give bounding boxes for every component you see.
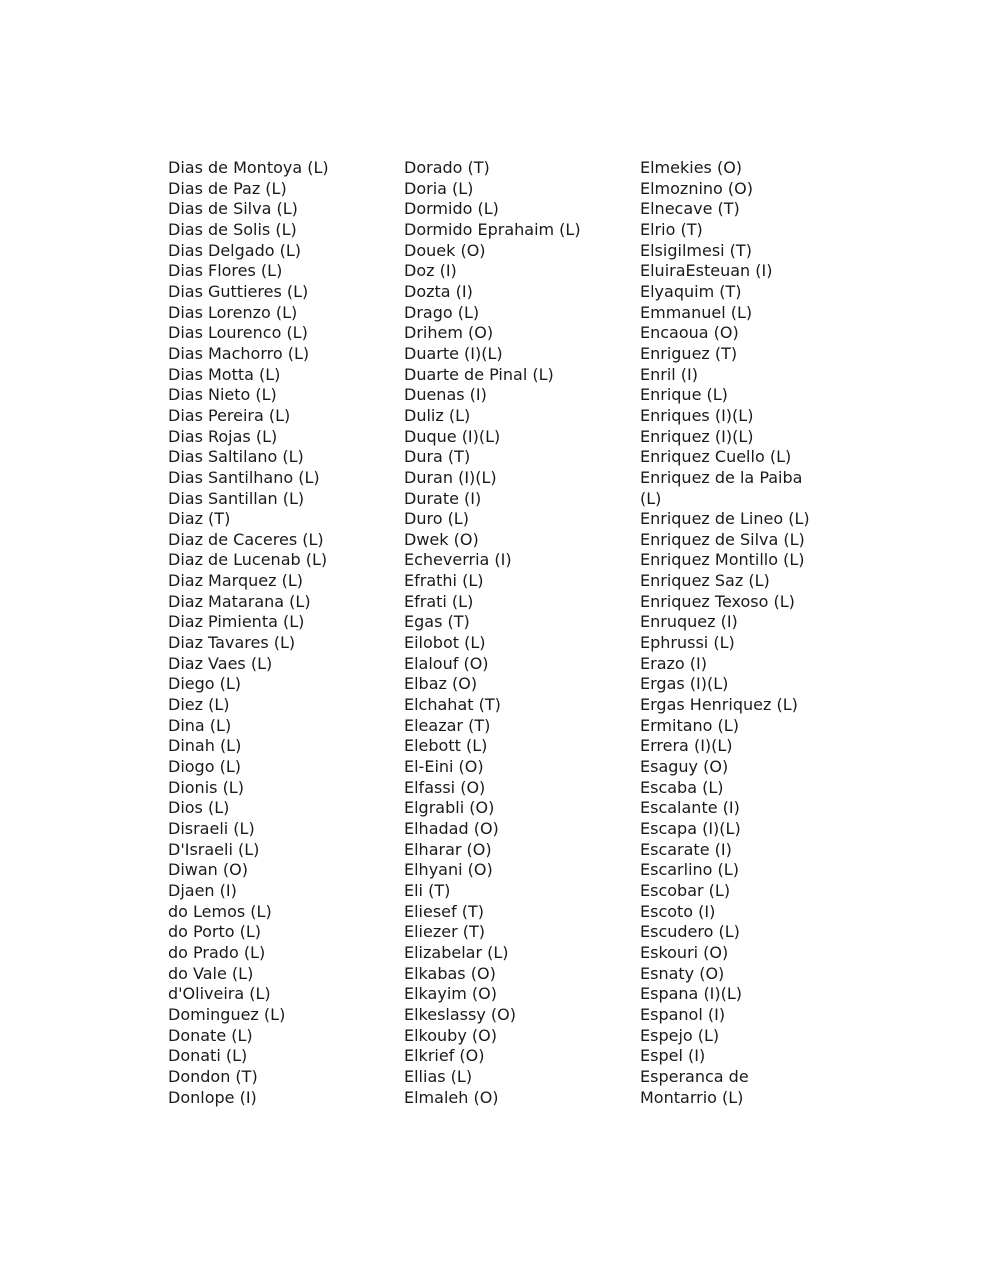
surname-entry: Duarte (I)(L) [404,343,503,363]
surname-entry: Dios (L) [168,798,230,818]
surname-entry: Encaoua (O) [640,323,739,343]
surname-entry: Elnecave (T) [640,199,740,219]
surname-entry: Escapa (I)(L) [640,819,741,838]
surname-entry: Dormido (L) [404,199,499,219]
surname-entry: Dwek (O) [404,529,479,549]
surname-entry: Elizabelar (L) [404,942,509,962]
surname-entry: Eliesef (T) [404,901,484,921]
surname-entry: Dondon (T) [168,1066,258,1086]
surname-entry: Elsigilmesi (T) [640,240,752,260]
surname-entry: Elyaquim (T) [640,281,742,301]
surname-entry: Diaz de Lucenab (L) [168,550,328,570]
surname-entry: Douek (O) [404,240,486,260]
name-column-3 [640,158,840,1108]
surname-entry: Dias de Solis (L) [168,219,297,239]
surname-entry: Duliz (L) [404,405,471,425]
surname-entry: Ergas Henriquez (L) [640,695,798,715]
surname-entry: Dias Machorro (L) [168,343,310,363]
surname-entry: do Prado (L) [168,942,266,962]
surname-entry: Eliezer (T) [404,922,486,942]
surname-entry: Emmanuel (L) [640,302,753,322]
surname-entry: EluiraEsteuan (I) [640,261,773,281]
surname-entry: Elkrief (O) [404,1046,485,1066]
surname-entry: Elkabas (O) [404,963,496,983]
surname-entry: Dura (T) [404,447,471,467]
surname-entry: Enriques (I)(L) [640,405,754,425]
surname-entry: Elfassi (O) [404,777,486,797]
surname-entry: Enriquez de Silva (L) [640,529,805,549]
surname-entry: Diaz Marquez (L) [168,571,303,591]
surname-entry: Escarlino (L) [640,860,739,880]
surname-entry: Enriquez Montillo (L) [640,550,805,570]
surname-entry: Eli (T) [404,880,451,900]
surname-entry: Escarate (I) [640,839,732,859]
surname-entry: Ellias (L) [404,1066,473,1086]
surname-entry: Enriquez de Lineo (L) [640,509,810,529]
surname-entry: Drago (L) [404,302,480,322]
surname-entry: Escalante (I) [640,798,740,818]
surname-entry: Elgrabli (O) [404,798,495,818]
surname-entry: Dorado (T) [404,158,490,177]
surname-entry: Espel (I) [640,1046,706,1066]
surname-entry: Diaz de Caceres (L) [168,529,324,549]
surname-entry: Dias Santillan (L) [168,488,305,508]
surname-entry: Dinah (L) [168,736,242,756]
surname-entry: Efrati (L) [404,591,474,611]
surname-entry: Enriquez (I)(L) [640,426,754,446]
surname-entry: Espana (I)(L) [640,984,743,1004]
surname-entry: Egas (T) [404,612,470,632]
surname-entry: Espejo (L) [640,1025,720,1045]
surname-entry: Enriquez Cuello (L) [640,447,792,467]
surname-entry: Dozta (I) [404,281,473,301]
surname-entry: Donate (L) [168,1025,253,1045]
surname-entry: Dormido Eprahaim (L) [404,219,581,239]
surname-entry: Djaen (I) [168,880,237,900]
surname-entry: Dias de Montoya (L) [168,158,329,177]
surname-entry: Diaz Tavares (L) [168,633,296,653]
surname-entry: Eleazar (T) [404,715,491,735]
surname-entry: Escoto (I) [640,901,716,921]
surname-entry: Escudero (L) [640,922,740,942]
surname-entry: Enriquez Saz (L) [640,571,770,591]
surname-entry: Eskouri (O) [640,942,729,962]
surname-entry: Dias Guttieres (L) [168,281,309,301]
surname-entry: Dias Rojas (L) [168,426,278,446]
surname-entry: do Vale (L) [168,963,254,983]
name-column-2 [404,158,640,1108]
name-column-1 [168,158,404,1108]
surname-entry: Elhadad (O) [404,819,499,838]
surname-entry: Dias Nieto (L) [168,385,277,405]
surname-entry: do Porto (L) [168,922,262,942]
surname-entry: d'Oliveira (L) [168,984,271,1004]
surname-entry: Ergas (I)(L) [640,674,729,694]
surname-entry: Elkeslassy (O) [404,1004,516,1024]
surname-entry: El-Eini (O) [404,757,484,777]
surname-entry: Ephrussi (L) [640,633,735,653]
surname-entry: Erazo (I) [640,653,707,673]
surname-entry: Diogo (L) [168,757,241,777]
surname-entry: Esperanca de Montarrio (L) [640,1066,749,1107]
surname-entry: Elebott (L) [404,736,488,756]
surname-entry: Diaz Matarana (L) [168,591,311,611]
surname-entry: Elalouf (O) [404,653,489,673]
surname-entry: Espanol (I) [640,1004,726,1024]
surname-entry: Dias Santilhano (L) [168,467,320,487]
surname-entry: Enriquez Texoso (L) [640,591,795,611]
surname-entry: Drihem (O) [404,323,494,343]
surname-entry: Dias Pereira (L) [168,405,291,425]
surname-entry: Donlope (I) [168,1087,257,1107]
surname-entry: Enril (I) [640,364,699,384]
surname-entry: Enruquez (I) [640,612,738,632]
surname-entry: Elmoznino (O) [640,178,754,198]
surname-entry: Dias de Silva (L) [168,199,298,219]
surname-entry: Dias Lorenzo (L) [168,302,298,322]
surname-entry: Dionis (L) [168,777,244,797]
surname-entry: Disraeli (L) [168,819,255,838]
surname-entry: Dias de Paz (L) [168,178,287,198]
surname-entry: Enriguez (T) [640,343,738,363]
surname-entry: Dominguez (L) [168,1004,286,1024]
surname-entry: Elkayim (O) [404,984,498,1004]
surname-entry: Escobar (L) [640,880,731,900]
surname-entry: Durate (I) [404,488,482,508]
surname-entry: Enrique (L) [640,385,728,405]
surname-entry: do Lemos (L) [168,901,272,921]
surname-entry: Dias Motta (L) [168,364,281,384]
surname-entry: D'Israeli (L) [168,839,260,859]
surname-entry: Errera (I)(L) [640,736,733,756]
surname-entry: Elrio (T) [640,219,703,239]
surname-entry: Enriquez de la Paiba (L) [640,467,803,508]
surname-entry: Diaz (T) [168,509,231,529]
surname-entry: Duran (I)(L) [404,467,497,487]
surname-entry: Duro (L) [404,509,469,529]
surname-entry: Elkouby (O) [404,1025,497,1045]
surname-entry: Diaz Pimienta (L) [168,612,305,632]
surname-entry: Dias Flores (L) [168,261,283,281]
surname-entry: Duque (I)(L) [404,426,501,446]
surname-entry: Ermitano (L) [640,715,739,735]
surname-entry: Echeverria (I) [404,550,512,570]
surname-entry: Esaguy (O) [640,757,729,777]
surname-entry: Diwan (O) [168,860,248,880]
surname-entry: Diez (L) [168,695,230,715]
surname-entry: Doz (I) [404,261,457,281]
surname-entry: Elmekies (O) [640,158,743,177]
surname-entry: Duarte de Pinal (L) [404,364,554,384]
surname-entry: Efrathi (L) [404,571,484,591]
surname-entry: Dina (L) [168,715,232,735]
surname-entry: Eilobot (L) [404,633,486,653]
surname-entry: Elmaleh (O) [404,1087,499,1107]
surname-entry: Dias Lourenco (L) [168,323,308,343]
surname-entry: Elchahat (T) [404,695,501,715]
surname-entry: Escaba (L) [640,777,724,797]
surname-entry: Doria (L) [404,178,474,198]
surname-entry: Donati (L) [168,1046,248,1066]
surname-entry: Diaz Vaes (L) [168,653,273,673]
surname-entry: Diego (L) [168,674,242,694]
surname-entry: Elbaz (O) [404,674,478,694]
surname-entry: Dias Delgado (L) [168,240,301,260]
surname-entry: Duenas (I) [404,385,487,405]
surname-entry: Elhyani (O) [404,860,493,880]
surname-entry: Elharar (O) [404,839,492,859]
surname-entry: Dias Saltilano (L) [168,447,304,467]
surname-entry: Esnaty (O) [640,963,725,983]
